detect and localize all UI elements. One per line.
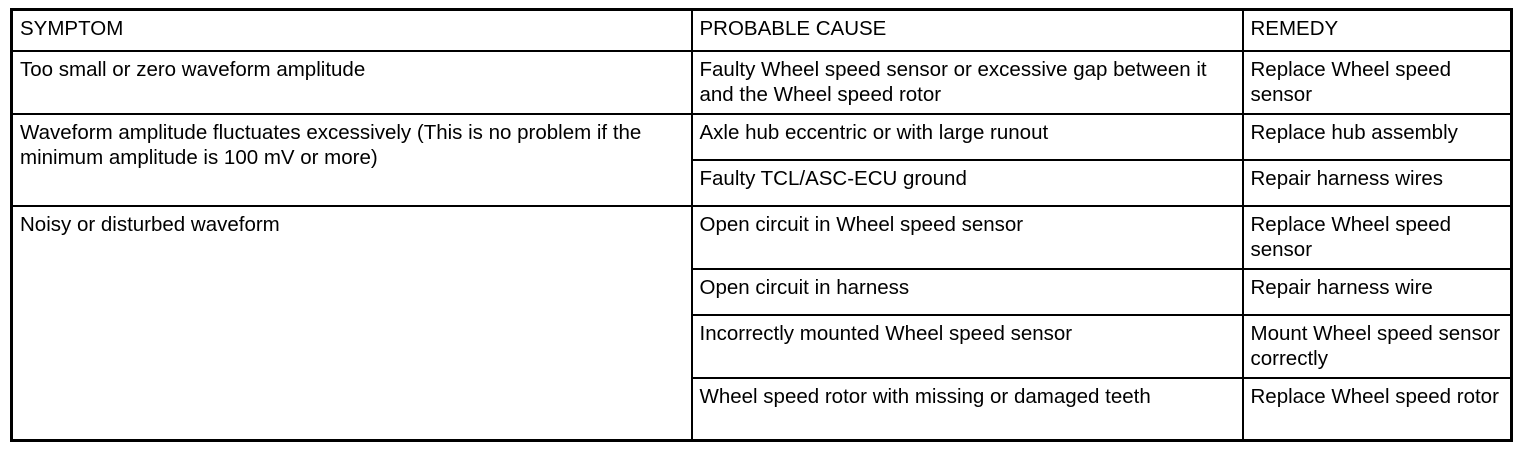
table-header-row [12, 10, 1512, 52]
troubleshooting-table [10, 8, 1513, 442]
cell-cause: Incorrectly mounted Wheel speed sensor [692, 315, 1243, 378]
cell-remedy: Replace Wheel speed sensor [1243, 51, 1512, 114]
table-row [12, 206, 1512, 269]
cell-remedy: Replace Wheel speed rotor [1243, 378, 1512, 440]
column-header-remedy: REMEDY [1243, 10, 1512, 52]
cell-remedy: Repair harness wire [1243, 269, 1512, 315]
cell-cause: Wheel speed rotor with missing or damaged teeth [692, 378, 1243, 440]
cell-cause: Open circuit in Wheel speed sensor [692, 206, 1243, 269]
cell-cause: Open circuit in harness [692, 269, 1243, 315]
table-row [12, 114, 1512, 160]
column-header-symptom: SYMPTOM [12, 10, 692, 52]
cell-cause: Faulty TCL/ASC-ECU ground [692, 160, 1243, 206]
cell-symptom: Noisy or disturbed waveform [12, 206, 692, 440]
cell-cause: Axle hub eccentric or with large runout [692, 114, 1243, 160]
cell-remedy: Mount Wheel speed sensor correctly [1243, 315, 1512, 378]
cell-remedy: Replace Wheel speed sensor [1243, 206, 1512, 269]
table-row [12, 51, 1512, 114]
column-header-probable-cause: PROBABLE CAUSE [692, 10, 1243, 52]
cell-remedy: Repair harness wires [1243, 160, 1512, 206]
table-body [12, 51, 1512, 440]
cell-symptom: Waveform amplitude fluctuates excessively (This is no problem if the minimum amplitude is 100 mV or more) [12, 114, 692, 206]
cell-remedy: Replace hub assembly [1243, 114, 1512, 160]
cell-cause: Faulty Wheel speed sensor or excessive gap between it and the Wheel speed rotor [692, 51, 1243, 114]
cell-symptom: Too small or zero waveform amplitude [12, 51, 692, 114]
table-header [12, 10, 1512, 52]
